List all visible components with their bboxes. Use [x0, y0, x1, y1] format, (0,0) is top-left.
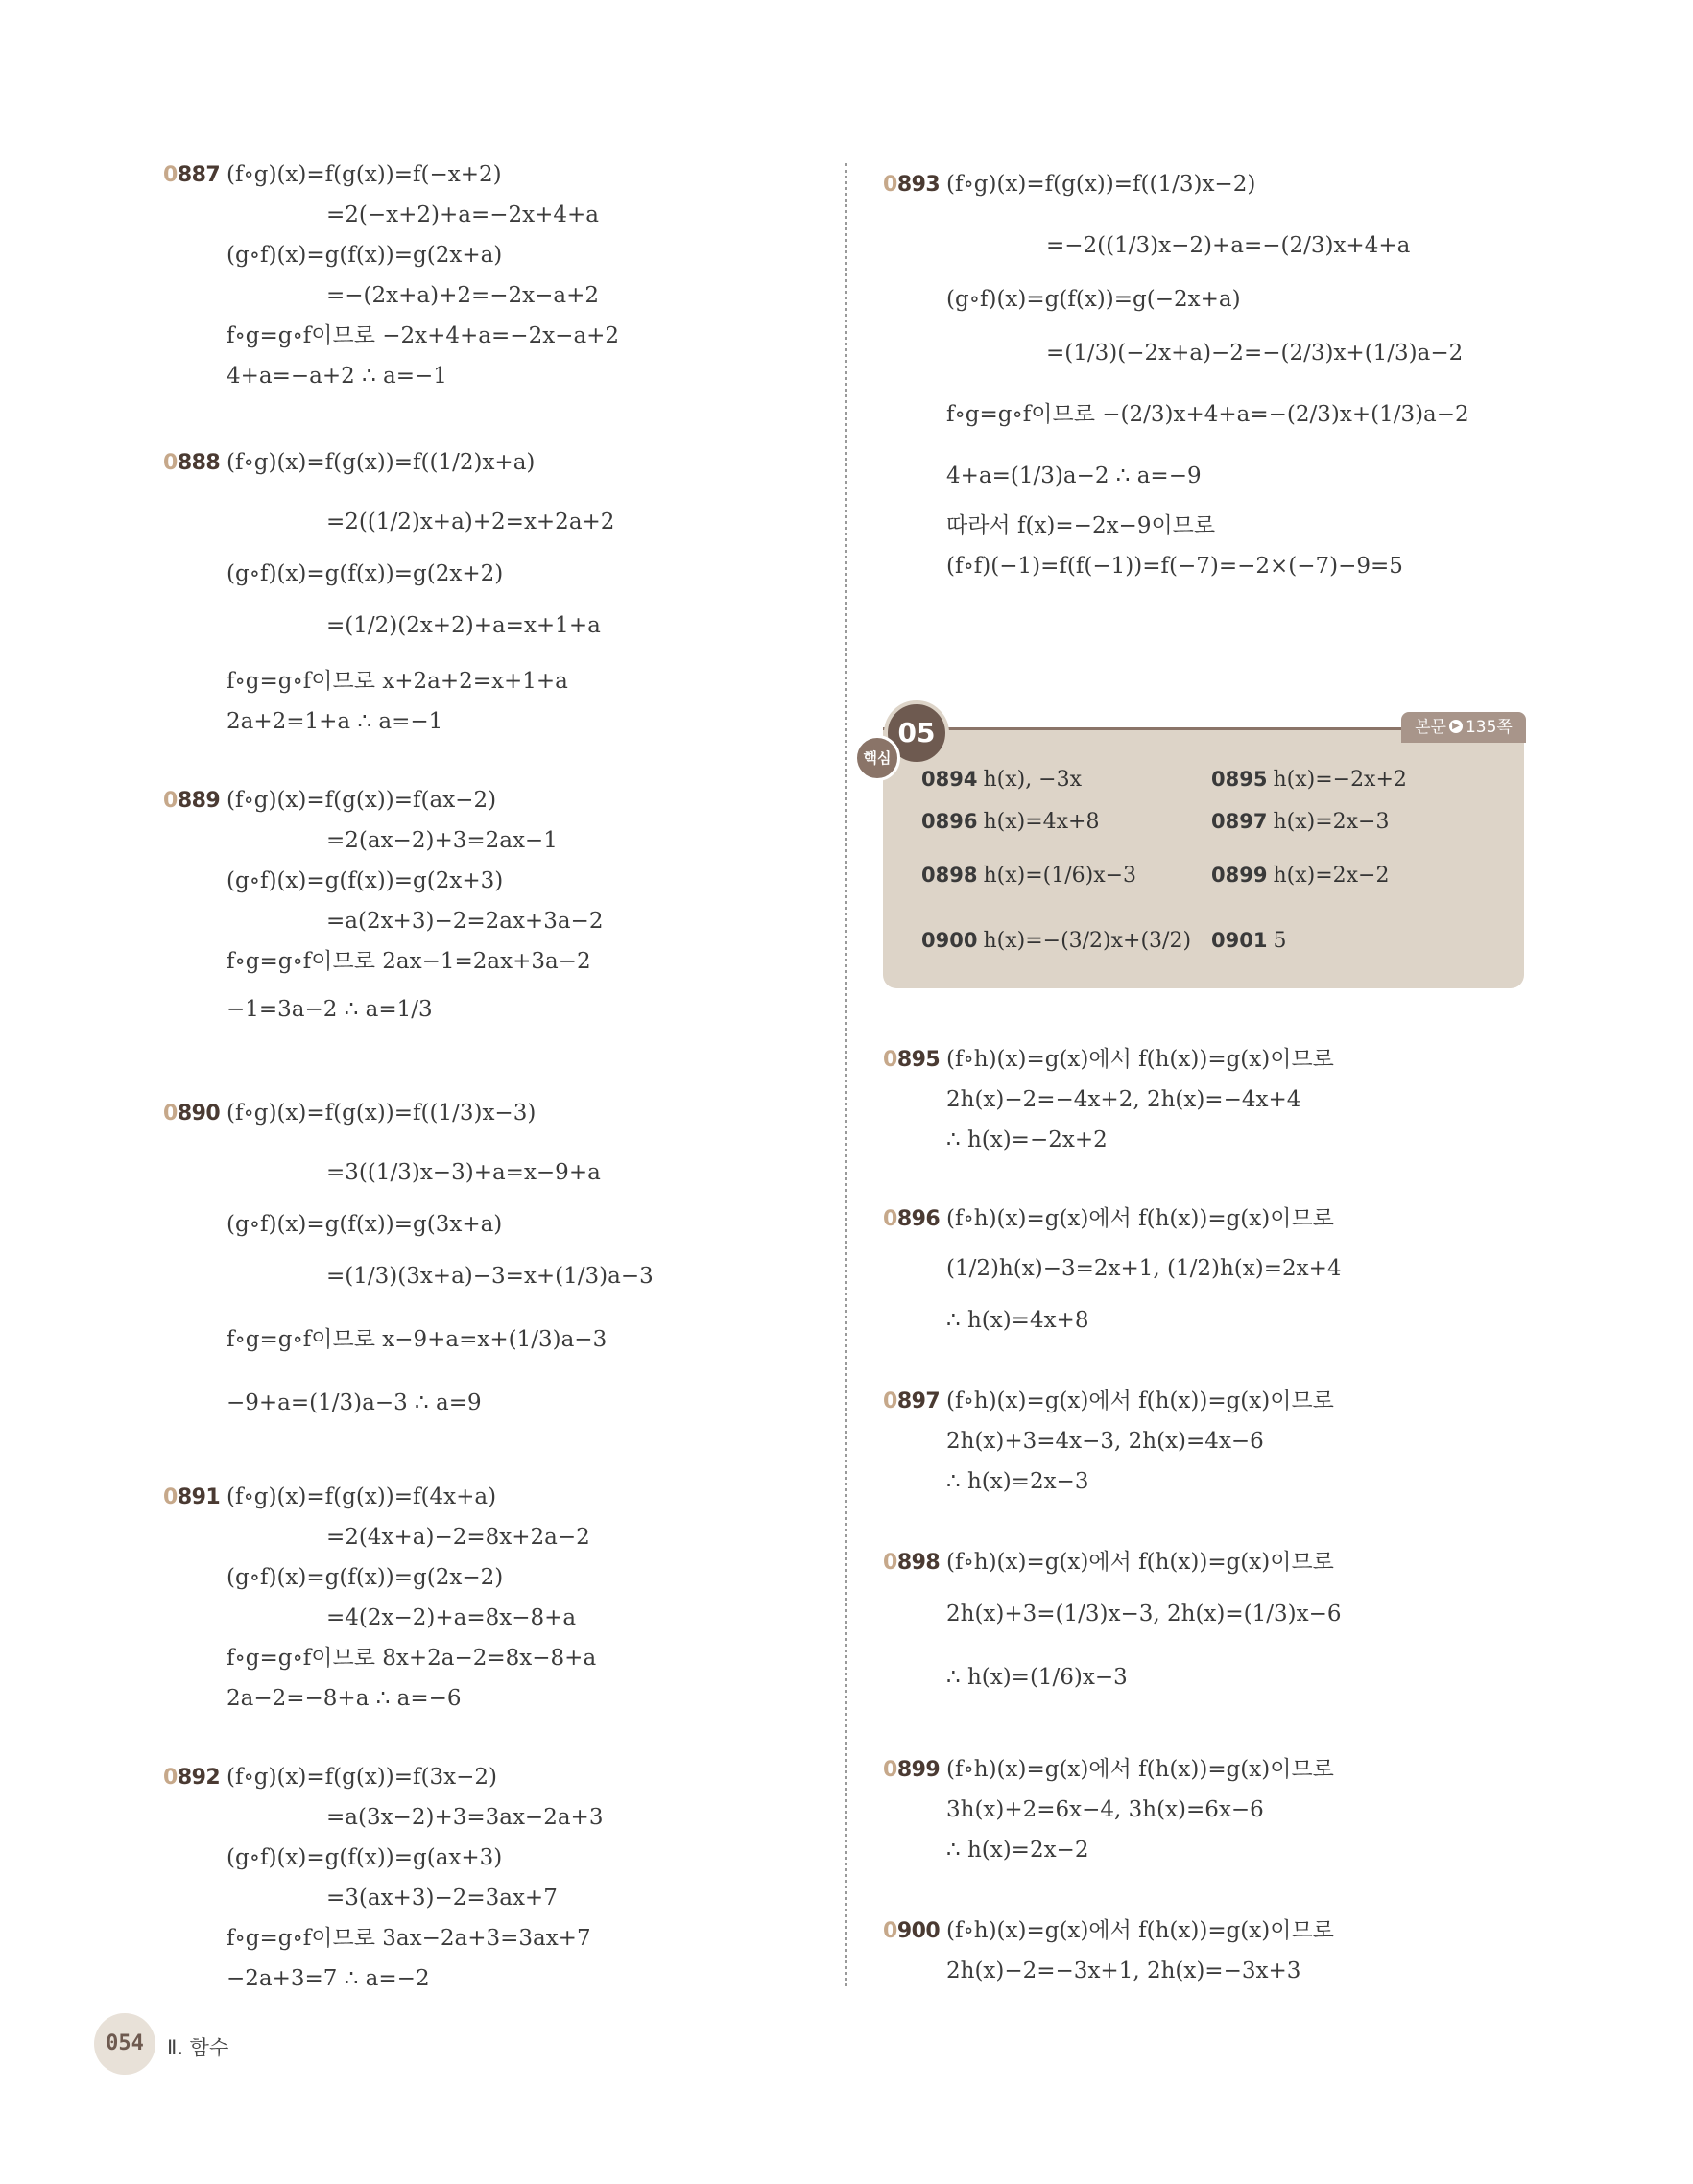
solution-line: f∘g=g∘f이므로 3ax−2a+3=3ax+7	[227, 1926, 591, 1951]
solution-line: =−(2x+a)+2=−2x−a+2	[326, 283, 600, 308]
solution-line: (f∘g)(x)=f(g(x))=f((1/2)x+a)	[227, 450, 536, 475]
solution-line: 2h(x)+3=(1/3)x−3, 2h(x)=(1/3)x−6	[946, 1602, 1342, 1626]
solution-line: 4+a=(1/3)a−2 ∴ a=−9	[946, 463, 1202, 488]
solution-line: 3h(x)+2=6x−4, 3h(x)=6x−6	[946, 1797, 1264, 1822]
solution-line: (g∘f)(x)=g(f(x))=g(2x+3)	[227, 868, 504, 893]
solution-line: ∴ h(x)=2x−3	[946, 1469, 1089, 1494]
section-number-badge: 05	[884, 700, 949, 766]
solution-line: =2(−x+2)+a=−2x+4+a	[326, 202, 600, 227]
problem-number: 0888	[163, 451, 221, 475]
solution-line: (f∘g)(x)=f(g(x))=f((1/3)x−3)	[227, 1101, 537, 1126]
reference-pill: 본문 ▶ 135쪽	[1401, 712, 1526, 743]
solution-line: 2a+2=1+a ∴ a=−1	[227, 709, 443, 734]
solution-line: =3(ax+3)−2=3ax+7	[326, 1886, 558, 1911]
answer-item: 0896 h(x)=4x+8	[921, 810, 1100, 834]
solution-line: (f∘g)(x)=f(g(x))=f(−x+2)	[227, 162, 502, 187]
solution-line: 4+a=−a+2 ∴ a=−1	[227, 364, 447, 389]
answer-item: 0897 h(x)=2x−3	[1211, 810, 1390, 834]
arrow-right-icon: ▶	[1449, 720, 1463, 733]
answer-item: 0900 h(x)=−(3/2)x+(3/2)	[921, 929, 1192, 953]
solution-line: 따라서 f(x)=−2x−9이므로	[946, 513, 1216, 538]
answer-item: 0898 h(x)=(1/6)x−3	[921, 864, 1137, 888]
solution-line: (f∘h)(x)=g(x)에서 f(h(x))=g(x)이므로	[946, 1206, 1334, 1231]
solution-line: =4(2x−2)+a=8x−8+a	[326, 1605, 577, 1630]
problem-number: 0890	[163, 1102, 221, 1126]
solution-line: (f∘h)(x)=g(x)에서 f(h(x))=g(x)이므로	[946, 1757, 1334, 1782]
solution-line: ∴ h(x)=4x+8	[946, 1308, 1089, 1333]
solution-line: =(1/2)(2x+2)+a=x+1+a	[326, 613, 601, 638]
problem-number: 0892	[163, 1766, 221, 1790]
solution-line: −1=3a−2 ∴ a=1/3	[227, 997, 433, 1022]
problem-number: 0896	[883, 1207, 941, 1231]
solution-line: (f∘g)(x)=f(g(x))=f((1/3)x−2)	[946, 172, 1256, 197]
solution-line: f∘g=g∘f이므로 8x+2a−2=8x−8+a	[227, 1646, 597, 1671]
solution-line: =a(3x−2)+3=3ax−2a+3	[326, 1805, 604, 1830]
problem-number: 0900	[883, 1919, 941, 1943]
solution-line: =2((1/2)x+a)+2=x+2a+2	[326, 510, 615, 534]
solution-line: (f∘h)(x)=g(x)에서 f(h(x))=g(x)이므로	[946, 1550, 1334, 1575]
solution-line: 2h(x)+3=4x−3, 2h(x)=4x−6	[946, 1429, 1264, 1454]
solution-line: 2h(x)−2=−4x+2, 2h(x)=−4x+4	[946, 1087, 1301, 1112]
chapter-label: Ⅱ. 함수	[167, 2036, 229, 2059]
solution-line: =2(ax−2)+3=2ax−1	[326, 828, 558, 853]
problem-number: 0898	[883, 1551, 941, 1575]
solution-line: (g∘f)(x)=g(f(x))=g(2x−2)	[227, 1565, 504, 1590]
solution-line: (f∘f)(−1)=f(f(−1))=f(−7)=−2×(−7)−9=5	[946, 554, 1403, 579]
solution-line: (g∘f)(x)=g(f(x))=g(3x+a)	[227, 1212, 503, 1237]
solution-line: (1/2)h(x)−3=2x+1, (1/2)h(x)=2x+4	[946, 1256, 1342, 1281]
column-divider	[845, 163, 847, 1986]
solution-line: (f∘g)(x)=f(g(x))=f(3x−2)	[227, 1765, 497, 1790]
problem-number: 0895	[883, 1048, 941, 1072]
answer-item: 0899 h(x)=2x−2	[1211, 864, 1390, 888]
solution-line: f∘g=g∘f이므로 x−9+a=x+(1/3)a−3	[227, 1327, 608, 1352]
answer-item: 0894 h(x), −3x	[921, 768, 1083, 792]
solution-line: 2a−2=−8+a ∴ a=−6	[227, 1686, 462, 1711]
core-tag: 핵심	[854, 735, 900, 781]
answer-item: 0901 5	[1211, 929, 1287, 953]
solution-line: f∘g=g∘f이므로 x+2a+2=x+1+a	[227, 669, 568, 694]
solution-line: ∴ h(x)=2x−2	[946, 1838, 1089, 1863]
solution-line: (f∘g)(x)=f(g(x))=f(ax−2)	[227, 788, 497, 813]
solution-line: −9+a=(1/3)a−3 ∴ a=9	[227, 1390, 482, 1415]
solution-line: (g∘f)(x)=g(f(x))=g(−2x+a)	[946, 287, 1241, 312]
solution-line: ∴ h(x)=−2x+2	[946, 1128, 1108, 1152]
solution-line: =2(4x+a)−2=8x+2a−2	[326, 1525, 590, 1550]
solution-line: 2h(x)−2=−3x+1, 2h(x)=−3x+3	[946, 1958, 1301, 1983]
answer-summary-box	[883, 727, 1524, 988]
solution-line: (f∘h)(x)=g(x)에서 f(h(x))=g(x)이므로	[946, 1918, 1334, 1943]
solution-line: (f∘g)(x)=f(g(x))=f(4x+a)	[227, 1484, 497, 1509]
solution-line: ∴ h(x)=(1/6)x−3	[946, 1665, 1128, 1690]
problem-number: 0887	[163, 163, 221, 187]
answer-item: 0895 h(x)=−2x+2	[1211, 768, 1407, 792]
solution-line: f∘g=g∘f이므로 −2x+4+a=−2x−a+2	[227, 323, 620, 348]
problem-number: 0891	[163, 1485, 221, 1509]
solution-line: =a(2x+3)−2=2ax+3a−2	[326, 909, 604, 934]
solution-line: (f∘h)(x)=g(x)에서 f(h(x))=g(x)이므로	[946, 1389, 1334, 1413]
solution-line: −2a+3=7 ∴ a=−2	[227, 1966, 430, 1991]
problem-number: 0897	[883, 1389, 941, 1413]
problem-number: 0899	[883, 1758, 941, 1782]
solution-line: f∘g=g∘f이므로 2ax−1=2ax+3a−2	[227, 949, 591, 974]
solution-line: (g∘f)(x)=g(f(x))=g(2x+2)	[227, 561, 504, 586]
solution-line: (g∘f)(x)=g(f(x))=g(2x+a)	[227, 243, 503, 268]
page-number: 054	[94, 2013, 155, 2075]
problem-number: 0889	[163, 789, 221, 813]
solution-line: (f∘h)(x)=g(x)에서 f(h(x))=g(x)이므로	[946, 1047, 1334, 1072]
problem-number: 0893	[883, 173, 941, 197]
solution-line: =−2((1/3)x−2)+a=−(2/3)x+4+a	[1046, 233, 1411, 258]
solution-line: f∘g=g∘f이므로 −(2/3)x+4+a=−(2/3)x+(1/3)a−2	[946, 402, 1469, 427]
solution-line: =(1/3)(−2x+a)−2=−(2/3)x+(1/3)a−2	[1046, 341, 1464, 366]
solution-line: (g∘f)(x)=g(f(x))=g(ax+3)	[227, 1845, 503, 1870]
solution-line: =3((1/3)x−3)+a=x−9+a	[326, 1160, 601, 1185]
solution-line: =(1/3)(3x+a)−3=x+(1/3)a−3	[326, 1264, 654, 1289]
